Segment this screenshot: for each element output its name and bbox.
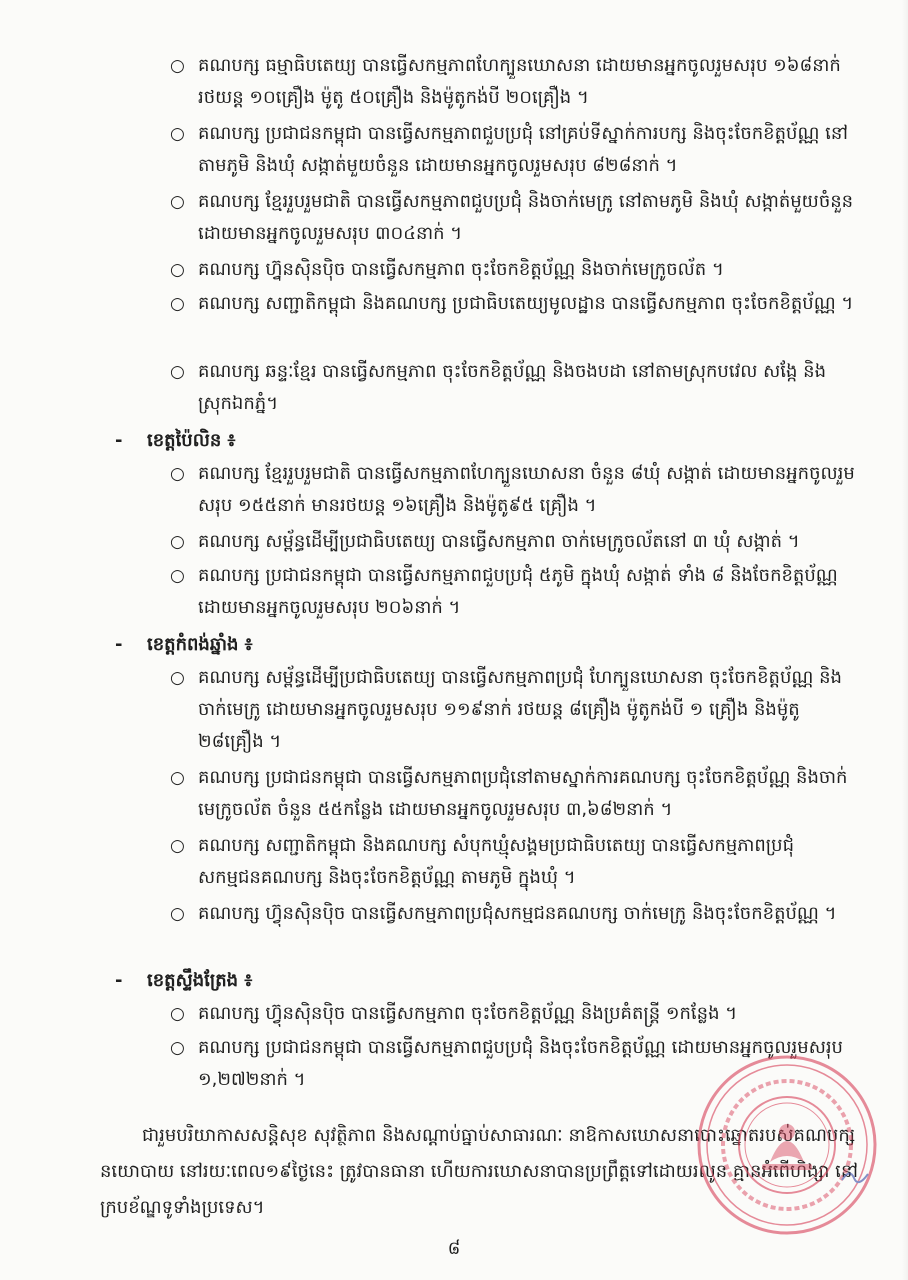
- list-item: [170, 560, 855, 624]
- seal-emblem: [762, 1124, 812, 1170]
- list-item: [170, 356, 855, 420]
- dash-marker: -: [115, 430, 123, 451]
- bullet-marker: ○: [170, 1004, 185, 1024]
- dash-marker: -: [115, 970, 123, 991]
- list-item: [170, 254, 855, 286]
- list-item-text: គណបក្ស ប្រជាជនកម្ពុជា បានធ្វើសកម្មភាពជួបប្រជុំ នៅគ្រប់ទីស្នាក់ការបក្ស និងចុះចែកខិត្តប័ណ្ណ នៅតាមភូមិ និងឃុំ សង្កាត់មួយចំនួន ដោយមានអ្នកចូលរួមសរុប ៨២៨នាក់ ។: [198, 123, 848, 176]
- list-item: [170, 898, 855, 930]
- province-heading-kampong-chhnang: [115, 629, 253, 661]
- province-heading-pailin: [115, 425, 235, 457]
- list-item-text: គណបក្ស សញ្ជាតិកម្ពុជា និងគណបក្ស សំបុកឃ្មុំសង្គមប្រជាធិបតេយ្យ បានធ្វើសកម្មភាពប្រជុំសកម្មជនគណបក្ស និងចុះចែកខិត្តប័ណ្ណ តាមភូមិ ក្នុងឃុំ ។: [198, 835, 795, 888]
- list-item-text: គណបក្ស ខ្មែររួបរួមជាតិ បានធ្វើសកម្មភាពហែក្បួនឃោសនា ចំនួន ៨ឃុំ សង្កាត់ ដោយមានអ្នកចូលរួមសរុប ១៥៥នាក់ មានរថយន្ត ១៦គ្រឿង និងម៉ូតូ៩៥ គ្រឿង ។: [198, 463, 855, 516]
- list-item-text: គណបក្ស ប្រជាជនកម្ពុជា បានធ្វើសកម្មភាពជួបប្រជុំ ៥ភូមិ ក្នុងឃុំ សង្កាត់ ទាំង ៨ និងចែកខិត្តប័ណ្ណ ដោយមានអ្នកចូលរួមសរុប ២០៦នាក់ ។: [198, 565, 838, 618]
- bullet-marker: ○: [170, 192, 185, 212]
- province-title: ខេត្តប៉ៃលិន ៖: [147, 430, 236, 451]
- bullet-marker: ○: [170, 1038, 185, 1058]
- bullet-marker: ○: [170, 566, 185, 586]
- list-item-text: គណបក្ស ធម្មាធិបតេយ្យ បានធ្វើសកម្មភាពហែក្បួនឃោសនា ដោយមានអ្នកចូលរួមសរុប ១៦៨នាក់ រថយន្ត ១០គ្រឿង ម៉ូតូ ៥០គ្រឿង និងម៉ូតូកង់បី ២០គ្រឿង ។: [198, 55, 841, 108]
- page-number: ៨: [447, 1238, 461, 1259]
- list-item-text: គណបក្ស ហ៊្វុនស៊ិនប៉ិច បានធ្វើសកម្មភាព ចុះចែកខិត្តប័ណ្ណ និងប្រគំតន្ត្រី ១កន្លែង ។: [198, 1003, 738, 1024]
- list-item: [170, 830, 855, 894]
- list-item: [170, 526, 855, 558]
- official-seal-stamp: [692, 1050, 882, 1240]
- conclusion-paragraph: ជារួមបរិយាកាសសន្តិសុខ សុវត្ថិភាព និងសណ្តាប់ធ្នាប់សាធារណៈ នាឱកាសឃោសនាបោះឆ្នោតរបស់គណបក្សនយោបាយ នៅរយៈពេល១៩ថ្ងៃនេះ ត្រូវបានធានា ហើយការឃោសនាបានប្រព្រឹត្តទៅដោយរលូន គ្មានអំពើហិង្សា នៅក្របខ័ណ្ឌទូទាំងប្រទេស។: [100, 1125, 858, 1218]
- list-item: [170, 186, 855, 250]
- bullet-marker: ○: [170, 768, 185, 788]
- bullet-marker: ○: [170, 124, 185, 144]
- list-item-text: គណបក្ស ប្រជាជនកម្ពុជា បានធ្វើសកម្មភាពប្រជុំនៅតាមស្នាក់ការគណបក្ស ចុះចែកខិត្តប័ណ្ណ និងចាក់មេក្រូចល័ត ចំនួន ៥៥កន្លែង ដោយមានអ្នកចូលរួមសរុប ៣,៦៨២នាក់ ។: [198, 767, 848, 820]
- bullet-marker: ○: [170, 904, 185, 924]
- list-item-text: គណបក្ស ប្រជាជនកម្ពុជា បានធ្វើសកម្មភាពជួបប្រជុំ និងចុះចែកខិត្តប័ណ្ណ ដោយមានអ្នកចូលរួមសរុប ១,២៧២នាក់ ។: [198, 1037, 843, 1090]
- province-title: ខេត្តកំពង់ឆ្នាំង ៖: [147, 634, 253, 655]
- province-heading-stung-treng: [115, 965, 252, 997]
- list-item-text: គណបក្ស សម្ព័ន្ធដើម្បីប្រជាធិបតេយ្យ បានធ្វើសកម្មភាព ចាក់មេក្រូចល័តនៅ ៣ ឃុំ សង្កាត់ ។: [198, 531, 800, 552]
- list-item-text: គណបក្ស ហ៊្វុនស៊ិនប៉ិច បានធ្វើសកម្មភាពប្រជុំសកម្មជនគណបក្ស ចាក់មេក្រូ និងចុះចែកខិត្តប័ណ្ណ ។: [198, 903, 837, 924]
- dash-marker: -: [115, 634, 123, 655]
- bullet-marker: ○: [170, 56, 185, 76]
- list-item: [170, 458, 855, 522]
- list-item: [170, 118, 855, 182]
- list-item-text: គណបក្ស ខ្មែររួបរួមជាតិ បានធ្វើសកម្មភាពជួបប្រជុំ និងចាក់មេក្រូ នៅតាមភូមិ និងឃុំ សង្កាត់មួយចំនួន ដោយមានអ្នកចូលរួមសរុប ៣០៤នាក់ ។: [198, 191, 854, 244]
- list-item: [170, 998, 855, 1030]
- list-item: [170, 662, 855, 758]
- list-item-text: គណបក្ស ហ្វ៊ុនស៊ិនប៉ិច បានធ្វើសកម្មភាព ចុះចែកខិត្តប័ណ្ណ និងចាក់មេក្រូចល័ត ។: [198, 259, 724, 280]
- province-title: ខេត្តស្ទឹងត្រែង ៖: [147, 970, 253, 991]
- bullet-marker: ○: [170, 294, 185, 314]
- bullet-marker: ○: [170, 668, 185, 688]
- signature-mark: [842, 1173, 868, 1182]
- bullet-marker: ○: [170, 532, 185, 552]
- list-item: [170, 288, 855, 320]
- list-item: [170, 762, 855, 826]
- list-item-text: គណបក្ស សញ្ជាតិកម្ពុជា និងគណបក្ស ប្រជាធិបតេយ្យមូលដ្ឋាន បានធ្វើសកម្មភាព ចុះចែកខិត្តប័ណ្ណ ។: [198, 293, 854, 314]
- bullet-marker: ○: [170, 464, 185, 484]
- bullet-marker: ○: [170, 362, 185, 382]
- list-item: [170, 50, 855, 114]
- bullet-marker: ○: [170, 836, 185, 856]
- scan-shadow: [902, 0, 908, 1280]
- list-item-text: គណបក្ស សម្ព័ន្ធដើម្បីប្រជាធិបតេយ្យ បានធ្វើសកម្មភាពប្រជុំ ហែក្បួនឃោសនា ចុះចែកខិត្តប័ណ្ណ និងចាក់មេក្រូ ដោយមានអ្នកចូលរួមសរុប ១១៩នាក់ រថយន្ត ៨គ្រឿង ម៉ូតូកង់បី ១ គ្រឿង និងម៉ូតូ ២៨គ្រឿង ។: [198, 667, 842, 752]
- list-item-text: គណបក្ស ឆន្ទៈខ្មែរ បានធ្វើសកម្មភាព ចុះចែកខិត្តប័ណ្ណ និងចងបដា នៅតាមស្រុកបវេល សង្កែ និងស្រុកឯកភ្នំ។: [198, 361, 826, 414]
- bullet-marker: ○: [170, 260, 185, 280]
